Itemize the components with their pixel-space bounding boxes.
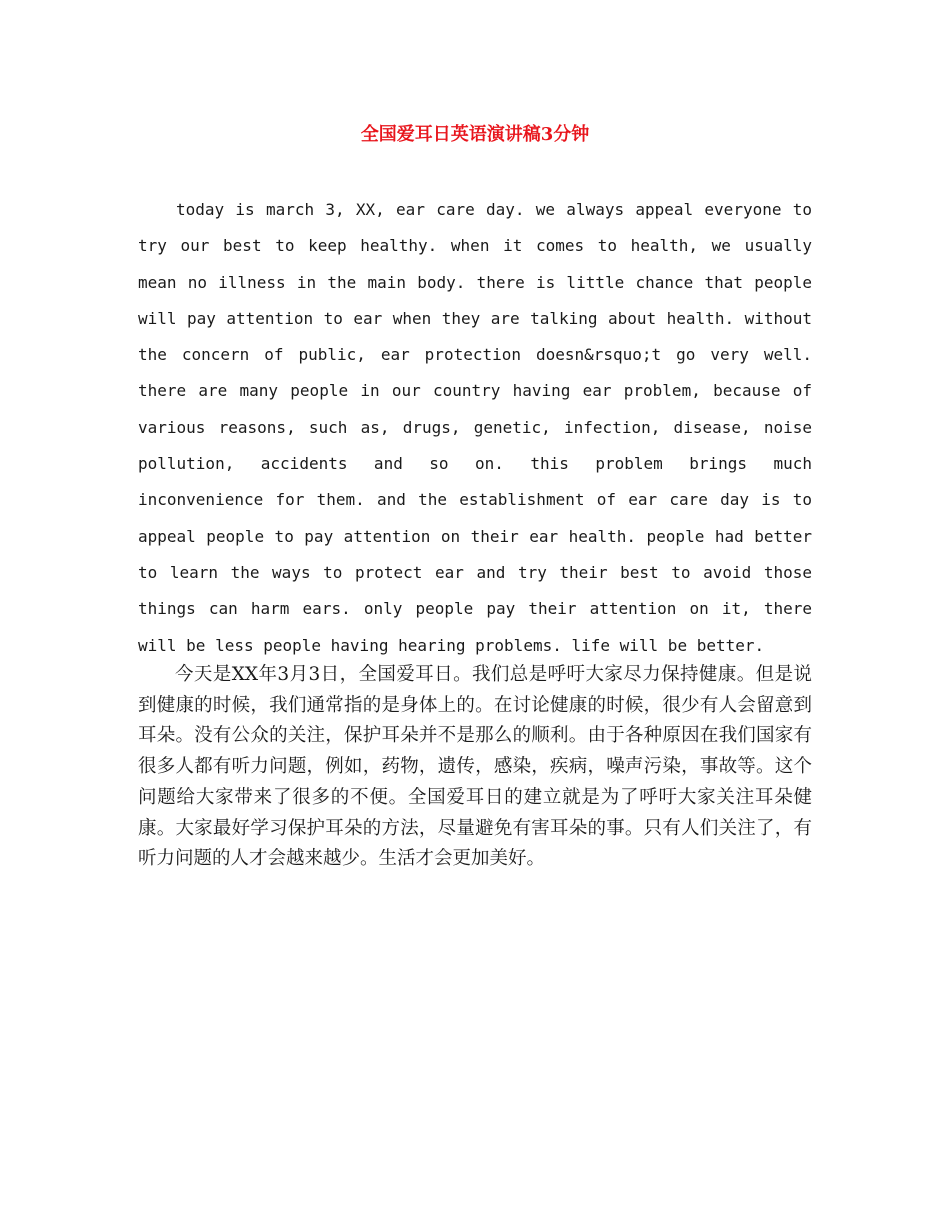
english-paragraph: today is march 3, XX, ear care day. we always appeal everyone to try our best to keep healthy. when it comes to health, we usually mean no illness in the main body. there is little chance that people will pay attention to ear when they are talking about health. without the concern of public, ear protection doesn&rsquo;t go very well. there are many people in our country having ear problem, because of various reasons, such as, drugs, genetic, infection, disease, noise pollution, accidents and so on. this problem brings much inconvenience for them. and the establishment of ear care day is to appeal people to pay attention on their ear health. people had better to learn the ways to protect ear and try their best to avoid those things can harm ears. only people pay their attention on it, there will be less people having hearing problems. life will be better.	[138, 200, 812, 655]
chinese-paragraph: 今天是XX年3月3日，全国爱耳日。我们总是呼吁大家尽力保持健康。但是说到健康的时候，我们通常指的是身体上的。在讨论健康的时候，很少有人会留意到耳朵。没有公众的关注，保护耳朵并不是那么的顺利。由于各种原因在我们国家有很多人都有听力问题，例如，药物，遗传，感染，疾病，噪声污染，事故等。这个问题给大家带来了很多的不便。全国爱耳日的建立就是为了呼吁大家关注耳朵健康。大家最好学习保护耳朵的方法，尽量避免有害耳朵的事。只有人们关注了，有听力问题的人才会越来越少。生活才会更加美好。	[138, 664, 812, 870]
document-title: 全国爱耳日英语演讲稿3分钟	[360, 124, 590, 145]
